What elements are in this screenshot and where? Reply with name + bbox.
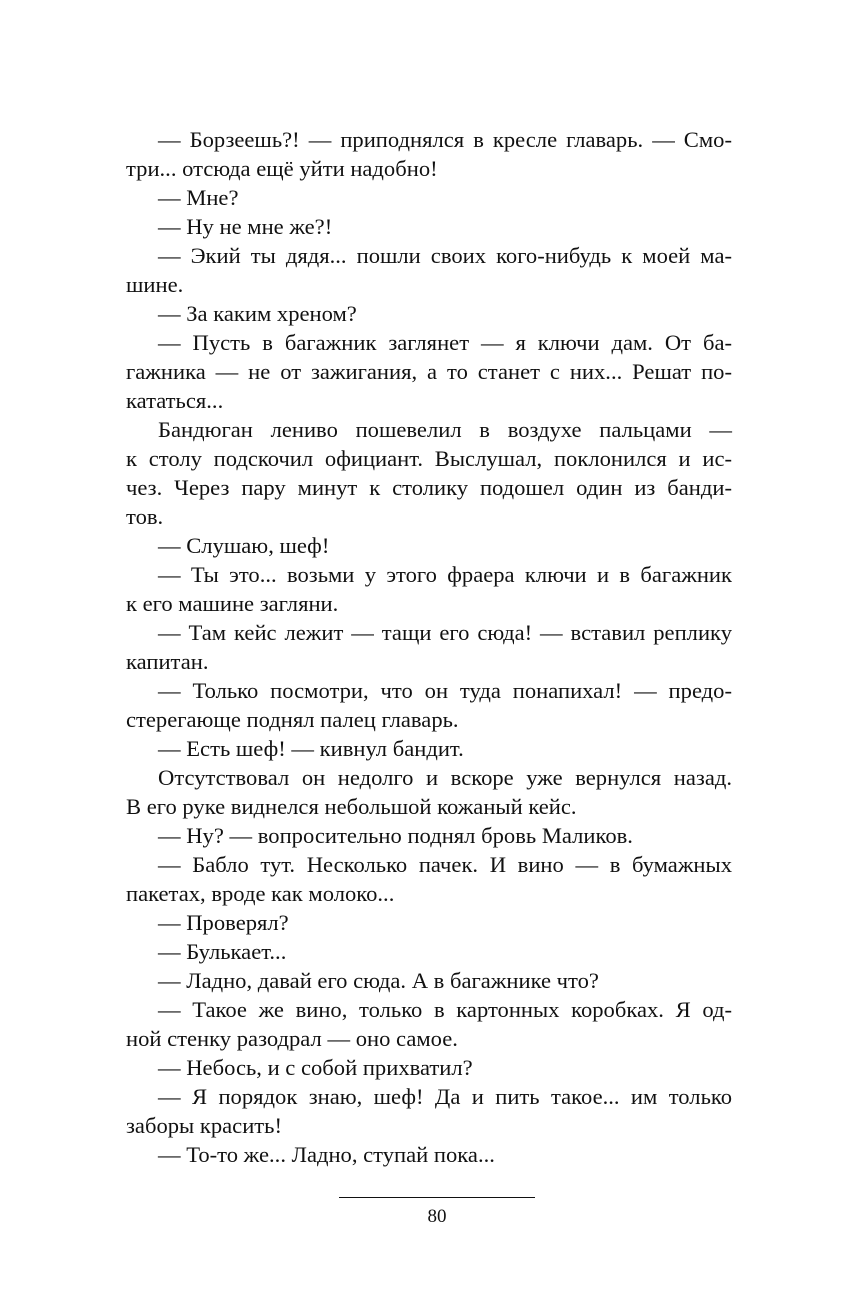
text-line: — Только посмотри, что он туда понапихал! — предо- [158, 678, 732, 703]
text-line: — Там кейс лежит — тащи его сюда! — вставил реплику [158, 620, 732, 645]
text-line: тов. [126, 504, 164, 529]
text-line: — Борзеешь?! — приподнялся в кресле главарь. — Смо- [158, 127, 732, 152]
footer-rule [339, 1197, 535, 1198]
text-line: — Мне? [158, 185, 239, 210]
text-line: В его руке виднелся небольшой кожаный кейс. [126, 794, 577, 819]
text-line: заборы красить! [126, 1113, 282, 1138]
text-line: — Ладно, давай его сюда. А в багажнике что? [158, 968, 599, 993]
text-line: пакетах, вроде как молоко... [126, 881, 395, 906]
text-line: ной стенку разодрал — оно самое. [126, 1026, 458, 1051]
text-line: — Ну не мне же?! [158, 214, 333, 239]
text-line: чез. Через пару минут к столику подошел один из банди- [126, 475, 732, 500]
text-line: — То-то же... Ладно, ступай пока... [158, 1142, 495, 1167]
text-line: — За каким хреном? [158, 301, 357, 326]
text-line: — Экий ты дядя... пошли своих кого-нибудь к моей ма- [158, 243, 732, 268]
text-line: гажника — не от зажигания, а то станет с них... Решат по- [126, 359, 732, 384]
text-line: капитан. [126, 649, 209, 674]
text-line: Бандюган лениво пошевелил в воздухе пальцами — [158, 417, 732, 442]
text-line: — Есть шеф! — кивнул бандит. [158, 736, 464, 761]
text-line: — Такое же вино, только в картонных коробках. Я од- [158, 997, 732, 1022]
text-line: к его машине загляни. [126, 591, 339, 616]
text-line: кататься... [126, 388, 224, 413]
text-line: шине. [126, 272, 184, 297]
text-line: — Бабло тут. Несколько пачек. И вино — в бумажных [158, 852, 732, 877]
text-line: Отсутствовал он недолго и вскоре уже вернулся назад. [158, 765, 732, 790]
text-line: — Я порядок знаю, шеф! Да и пить такое... им только [158, 1084, 732, 1109]
text-line: — Булькает... [158, 939, 287, 964]
text-line: стерегающе поднял палец главарь. [126, 707, 459, 732]
page-body [126, 125, 732, 1169]
text-line: — Проверял? [158, 910, 289, 935]
text-line: — Ты это... возьми у этого фраера ключи и в багажник [158, 562, 732, 587]
text-line: — Ну? — вопросительно поднял бровь Маликов. [158, 823, 633, 848]
text-line: три... отсюда ещё уйти надобно! [126, 156, 438, 181]
text-line: — Небось, и с собой прихватил? [158, 1055, 473, 1080]
text-line: — Слушаю, шеф! [158, 533, 330, 558]
page-number: 80 [427, 1206, 447, 1227]
text-line: — Пусть в багажник заглянет — я ключи дам. От ба- [158, 330, 732, 355]
text-line: к столу подскочил официант. Выслушал, поклонился и ис- [126, 446, 732, 471]
